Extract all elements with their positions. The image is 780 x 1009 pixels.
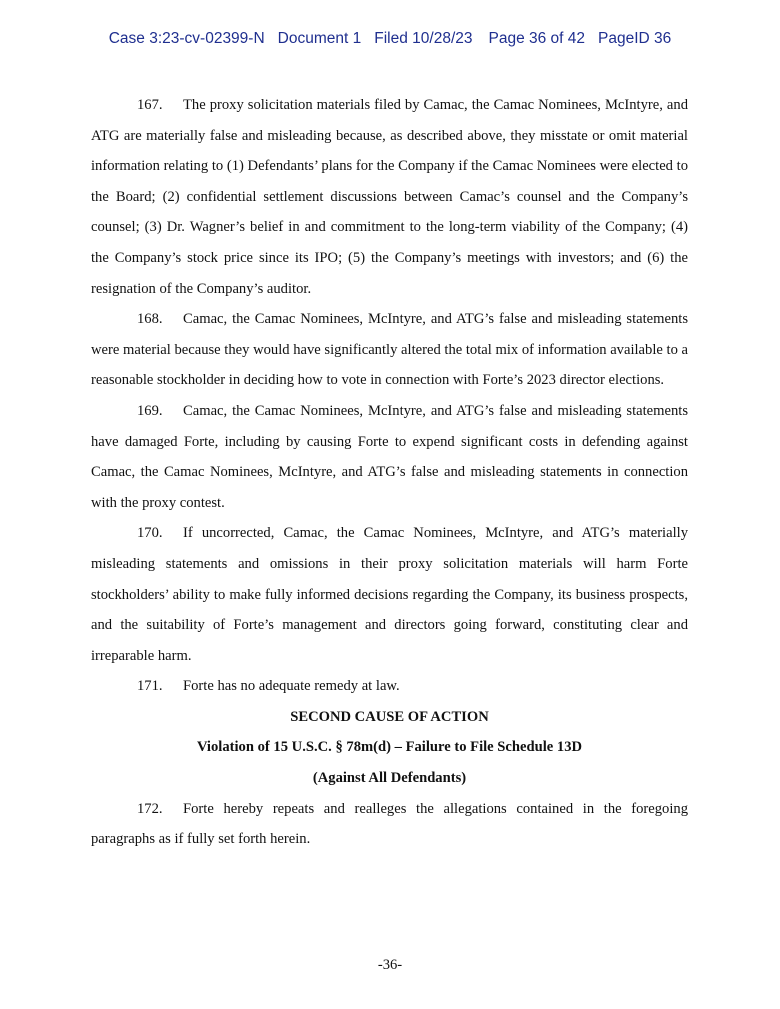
page-number-footer: -36-: [377, 957, 403, 973]
paragraph-number: 167.: [137, 97, 163, 113]
section-against: (Against All Defendants): [312, 770, 467, 787]
paragraph-text: If uncorrected, Camac, the Camac Nominees, McIntyre, and ATG’s materially misleading statements and omissions in their proxy solicitation materials will harm Forte stockholders’ ability to make fully informed decisions regarding the Company, its business prospects, and the suitability of Forte’s management and directors going forward, constituting clear and irreparable harm.: [91, 525, 688, 664]
section-title: SECOND CAUSE OF ACTION: [290, 708, 489, 725]
paragraph-text: The proxy solicitation materials filed by Camac, the Camac Nominees, McIntyre, and ATG are materially false and misleading because, as described above, they misstate or omit material information relating to (1) Defendants’ plans for the Company if the Camac Nominees were elected to the Board; (2) confidential settlement discussions between Camac’s counsel and the Company’s counsel; (3) Dr. Wagner’s belief in and commitment to the long-term viability of the Company; (4) the Company’s stock price since its IPO; (5) the Company’s meetings with investors; and (6) the resignation of the Company’s auditor.: [91, 97, 688, 297]
page-count: Page 36 of 42: [488, 30, 586, 47]
filed-date: Filed 10/28/23: [374, 30, 473, 47]
section-subtitle: Violation of 15 U.S.C. § 78m(d) – Failure to File Schedule 13D: [196, 739, 583, 756]
paragraph-172: [91, 794, 688, 855]
paragraph-number: 171.: [137, 678, 163, 695]
paragraph-text: Forte hereby repeats and realleges the allegations contained in the foregoing paragraphs as if fully set forth herein.: [91, 800, 688, 848]
paragraph-number: 168.: [137, 311, 163, 328]
paragraph-text: Camac, the Camac Nominees, McIntyre, and ATG’s false and misleading statements were material because they would have significantly altered the total mix of information available to a reasonable stockholder in deciding how to vote in connection with Forte’s 2023 director elections.: [91, 311, 688, 389]
court-filing-header: [0, 30, 780, 48]
paragraph-167: [91, 90, 688, 304]
paragraph-171: [91, 671, 688, 702]
paragraph-170: [91, 518, 688, 671]
document-number: Document 1: [277, 30, 362, 47]
page-id: PageID 36: [598, 30, 672, 47]
paragraph-169: [91, 396, 688, 518]
paragraph-number: 169.: [137, 402, 163, 419]
case-number: Case 3:23-cv-02399-N: [108, 30, 265, 47]
paragraph-168: [91, 304, 688, 396]
paragraph-number: 170.: [137, 525, 163, 542]
paragraph-text: Camac, the Camac Nominees, McIntyre, and ATG’s false and misleading statements have damaged Forte, including by causing Forte to expend significant costs in defending against Camac, the Camac Nominees, McIntyre, and ATG’s false and misleading statements in connection with the proxy contest.: [91, 402, 688, 511]
paragraph-number: 172.: [137, 800, 163, 817]
document-body: [91, 90, 688, 855]
paragraph-text: Forte has no adequate remedy at law.: [183, 678, 400, 695]
